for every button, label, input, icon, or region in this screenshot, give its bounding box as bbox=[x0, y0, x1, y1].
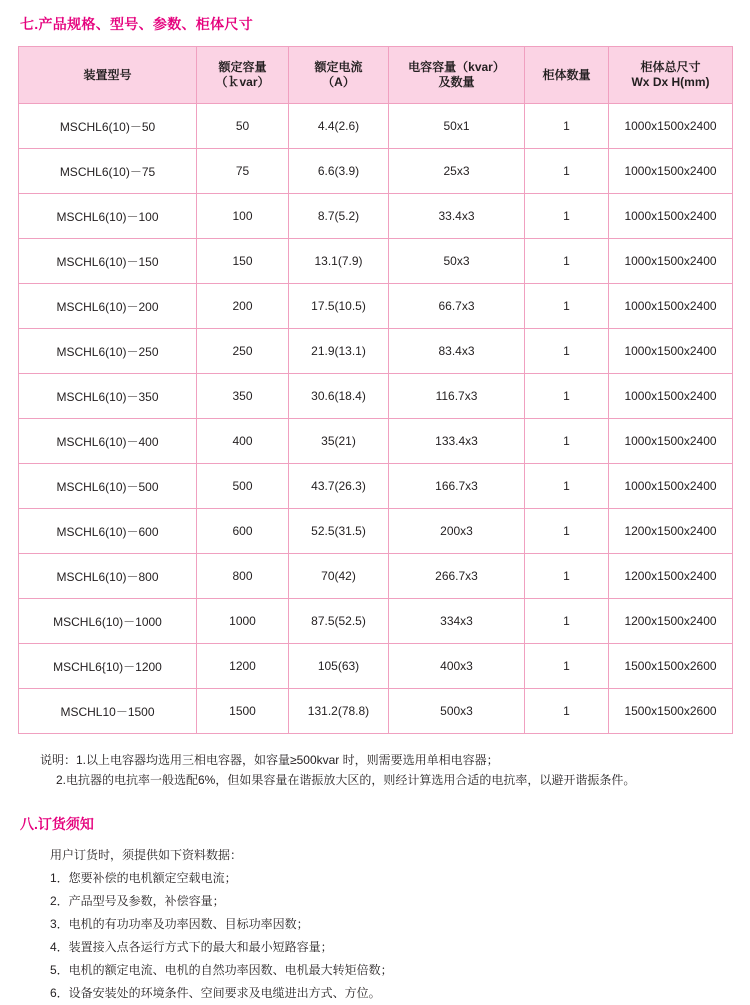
section-7-title: 七.产品规格、型号、参数、柜体尺寸 bbox=[20, 16, 253, 32]
cell-capacitor-capacity: 83.4x3 bbox=[389, 329, 525, 374]
cell-cabinet-quantity: 1 bbox=[525, 419, 609, 464]
cell-capacitor-capacity: 66.7x3 bbox=[389, 284, 525, 329]
cell-cabinet-dimensions: 1200x1500x2400 bbox=[609, 554, 733, 599]
cell-model: MSCHL6(10)－150 bbox=[19, 239, 197, 284]
cell-rated-capacity: 100 bbox=[197, 194, 289, 239]
section-8-title: 八.订货须知 bbox=[20, 816, 94, 832]
table-row bbox=[19, 104, 733, 149]
table-row bbox=[19, 329, 733, 374]
order-item: 5．电机的额定电流、电机的自然功率因数、电机最大转矩倍数； bbox=[50, 963, 393, 977]
cell-cabinet-quantity: 1 bbox=[525, 374, 609, 419]
cell-model: MSCHL6(10)－400 bbox=[19, 419, 197, 464]
cell-rated-capacity: 50 bbox=[197, 104, 289, 149]
cell-cabinet-quantity: 1 bbox=[525, 599, 609, 644]
cell-cabinet-dimensions: 1000x1500x2400 bbox=[609, 464, 733, 509]
cell-rated-capacity: 1000 bbox=[197, 599, 289, 644]
cell-capacitor-capacity: 50x1 bbox=[389, 104, 525, 149]
column-header-rated-current: 额定电流 （A） bbox=[289, 47, 389, 104]
cell-rated-capacity: 250 bbox=[197, 329, 289, 374]
cell-cabinet-dimensions: 1200x1500x2400 bbox=[609, 509, 733, 554]
cell-cabinet-dimensions: 1000x1500x2400 bbox=[609, 149, 733, 194]
cell-cabinet-quantity: 1 bbox=[525, 194, 609, 239]
note-line-1: 说明：1.以上电容器均选用三相电容器，如容量≥500kvar 时，则需要选用单相电容器； bbox=[40, 753, 499, 767]
order-item: 6．设备安装处的环境条件、空间要求及电缆进出方式、方位。 bbox=[50, 986, 381, 1000]
cell-cabinet-dimensions: 1000x1500x2400 bbox=[609, 329, 733, 374]
table-row bbox=[19, 554, 733, 599]
cell-rated-current: 17.5(10.5) bbox=[289, 284, 389, 329]
cell-capacitor-capacity: 400x3 bbox=[389, 644, 525, 689]
table-row bbox=[19, 149, 733, 194]
cell-cabinet-dimensions: 1200x1500x2400 bbox=[609, 599, 733, 644]
cell-model: MSCHL6(10)－600 bbox=[19, 509, 197, 554]
cell-capacitor-capacity: 266.7x3 bbox=[389, 554, 525, 599]
cell-model: MSCHL6(10)－500 bbox=[19, 464, 197, 509]
cell-capacitor-capacity: 133.4x3 bbox=[389, 419, 525, 464]
cell-rated-capacity: 600 bbox=[197, 509, 289, 554]
table-row bbox=[19, 644, 733, 689]
cell-rated-capacity: 800 bbox=[197, 554, 289, 599]
cell-cabinet-quantity: 1 bbox=[525, 689, 609, 734]
cell-cabinet-quantity: 1 bbox=[525, 104, 609, 149]
cell-rated-capacity: 400 bbox=[197, 419, 289, 464]
cell-rated-current: 6.6(3.9) bbox=[289, 149, 389, 194]
cell-cabinet-dimensions: 1000x1500x2400 bbox=[609, 284, 733, 329]
cell-model: MSCHL6(10)－50 bbox=[19, 104, 197, 149]
cell-model: MSCHL10－1500 bbox=[19, 689, 197, 734]
order-item: 4．装置接入点各运行方式下的最大和最小短路容量； bbox=[50, 940, 333, 954]
cell-model: MSCHL6(10)－200 bbox=[19, 284, 197, 329]
table-notes bbox=[18, 750, 732, 790]
table-row bbox=[19, 239, 733, 284]
cell-cabinet-dimensions: 1000x1500x2400 bbox=[609, 239, 733, 284]
cell-capacitor-capacity: 33.4x3 bbox=[389, 194, 525, 239]
product-spec-table bbox=[18, 46, 733, 734]
cell-cabinet-dimensions: 1000x1500x2400 bbox=[609, 194, 733, 239]
table-header bbox=[19, 47, 733, 104]
column-header-rated-capacity: 额定容量 （ｋvar） bbox=[197, 47, 289, 104]
cell-rated-capacity: 150 bbox=[197, 239, 289, 284]
cell-capacitor-capacity: 334x3 bbox=[389, 599, 525, 644]
table-body bbox=[19, 104, 733, 734]
cell-cabinet-quantity: 1 bbox=[525, 644, 609, 689]
cell-rated-current: 52.5(31.5) bbox=[289, 509, 389, 554]
table-header-row bbox=[19, 47, 733, 104]
cell-cabinet-dimensions: 1500x1500x2600 bbox=[609, 689, 733, 734]
cell-cabinet-dimensions: 1000x1500x2400 bbox=[609, 419, 733, 464]
cell-rated-capacity: 350 bbox=[197, 374, 289, 419]
cell-model: MSCHL6{10)－1200 bbox=[19, 644, 197, 689]
cell-model: MSCHL6(10)－75 bbox=[19, 149, 197, 194]
cell-model: MSCHL6(10)－100 bbox=[19, 194, 197, 239]
cell-capacitor-capacity: 200x3 bbox=[389, 509, 525, 554]
table-row bbox=[19, 689, 733, 734]
cell-rated-current: 131.2(78.8) bbox=[289, 689, 389, 734]
cell-rated-current: 43.7(26.3) bbox=[289, 464, 389, 509]
cell-capacitor-capacity: 500x3 bbox=[389, 689, 525, 734]
cell-rated-current: 70(42) bbox=[289, 554, 389, 599]
cell-rated-current: 30.6(18.4) bbox=[289, 374, 389, 419]
cell-cabinet-quantity: 1 bbox=[525, 284, 609, 329]
table-row bbox=[19, 284, 733, 329]
cell-cabinet-quantity: 1 bbox=[525, 329, 609, 374]
cell-rated-current: 87.5(52.5) bbox=[289, 599, 389, 644]
cell-rated-current: 13.1(7.9) bbox=[289, 239, 389, 284]
cell-cabinet-quantity: 1 bbox=[525, 239, 609, 284]
cell-cabinet-dimensions: 1500x1500x2600 bbox=[609, 644, 733, 689]
cell-rated-current: 21.9(13.1) bbox=[289, 329, 389, 374]
cell-cabinet-quantity: 1 bbox=[525, 149, 609, 194]
column-header-capacitor-capacity: 电容容量（kvar） 及数量 bbox=[389, 47, 525, 104]
cell-cabinet-dimensions: 1000x1500x2400 bbox=[609, 104, 733, 149]
table-row bbox=[19, 464, 733, 509]
table-row bbox=[19, 509, 733, 554]
order-item: 2．产品型号及参数，补偿容量； bbox=[50, 894, 225, 908]
table-row bbox=[19, 194, 733, 239]
table-row bbox=[19, 419, 733, 464]
cell-rated-capacity: 1200 bbox=[197, 644, 289, 689]
column-header-cabinet-quantity: 柜体数量 bbox=[525, 47, 609, 104]
cell-rated-current: 8.7(5.2) bbox=[289, 194, 389, 239]
cell-capacitor-capacity: 50x3 bbox=[389, 239, 525, 284]
order-item: 3．电机的有功功率及功率因数、目标功率因数； bbox=[50, 917, 309, 931]
cell-cabinet-dimensions: 1000x1500x2400 bbox=[609, 374, 733, 419]
cell-model: MSCHL6(10)－350 bbox=[19, 374, 197, 419]
cell-rated-current: 4.4(2.6) bbox=[289, 104, 389, 149]
cell-cabinet-quantity: 1 bbox=[525, 464, 609, 509]
cell-capacitor-capacity: 25x3 bbox=[389, 149, 525, 194]
cell-rated-current: 35(21) bbox=[289, 419, 389, 464]
order-item: 1．您要补偿的电机额定空载电流； bbox=[50, 871, 237, 885]
cell-rated-capacity: 75 bbox=[197, 149, 289, 194]
cell-cabinet-quantity: 1 bbox=[525, 554, 609, 599]
order-intro: 用户订货时，须提供如下资料数据： bbox=[50, 848, 243, 862]
cell-capacitor-capacity: 166.7x3 bbox=[389, 464, 525, 509]
cell-cabinet-quantity: 1 bbox=[525, 509, 609, 554]
table-row bbox=[19, 599, 733, 644]
cell-rated-capacity: 200 bbox=[197, 284, 289, 329]
column-header-model: 装置型号 bbox=[19, 47, 197, 104]
cell-model: MSCHL6(10)－1000 bbox=[19, 599, 197, 644]
cell-model: MSCHL6(10)－800 bbox=[19, 554, 197, 599]
cell-rated-current: 105(63) bbox=[289, 644, 389, 689]
cell-model: MSCHL6(10)－250 bbox=[19, 329, 197, 374]
order-notice-list bbox=[18, 844, 732, 1005]
note-line-2: 2.电抗器的电抗率一般选配6%，但如果容量在谐振放大区的，则经计算选用合适的电抗率，以避开谐振条件。 bbox=[56, 773, 636, 787]
cell-capacitor-capacity: 116.7x3 bbox=[389, 374, 525, 419]
cell-rated-capacity: 1500 bbox=[197, 689, 289, 734]
table-row bbox=[19, 374, 733, 419]
column-header-cabinet-dimensions: 柜体总尺寸 Wx Dx H(mm) bbox=[609, 47, 733, 104]
cell-rated-capacity: 500 bbox=[197, 464, 289, 509]
